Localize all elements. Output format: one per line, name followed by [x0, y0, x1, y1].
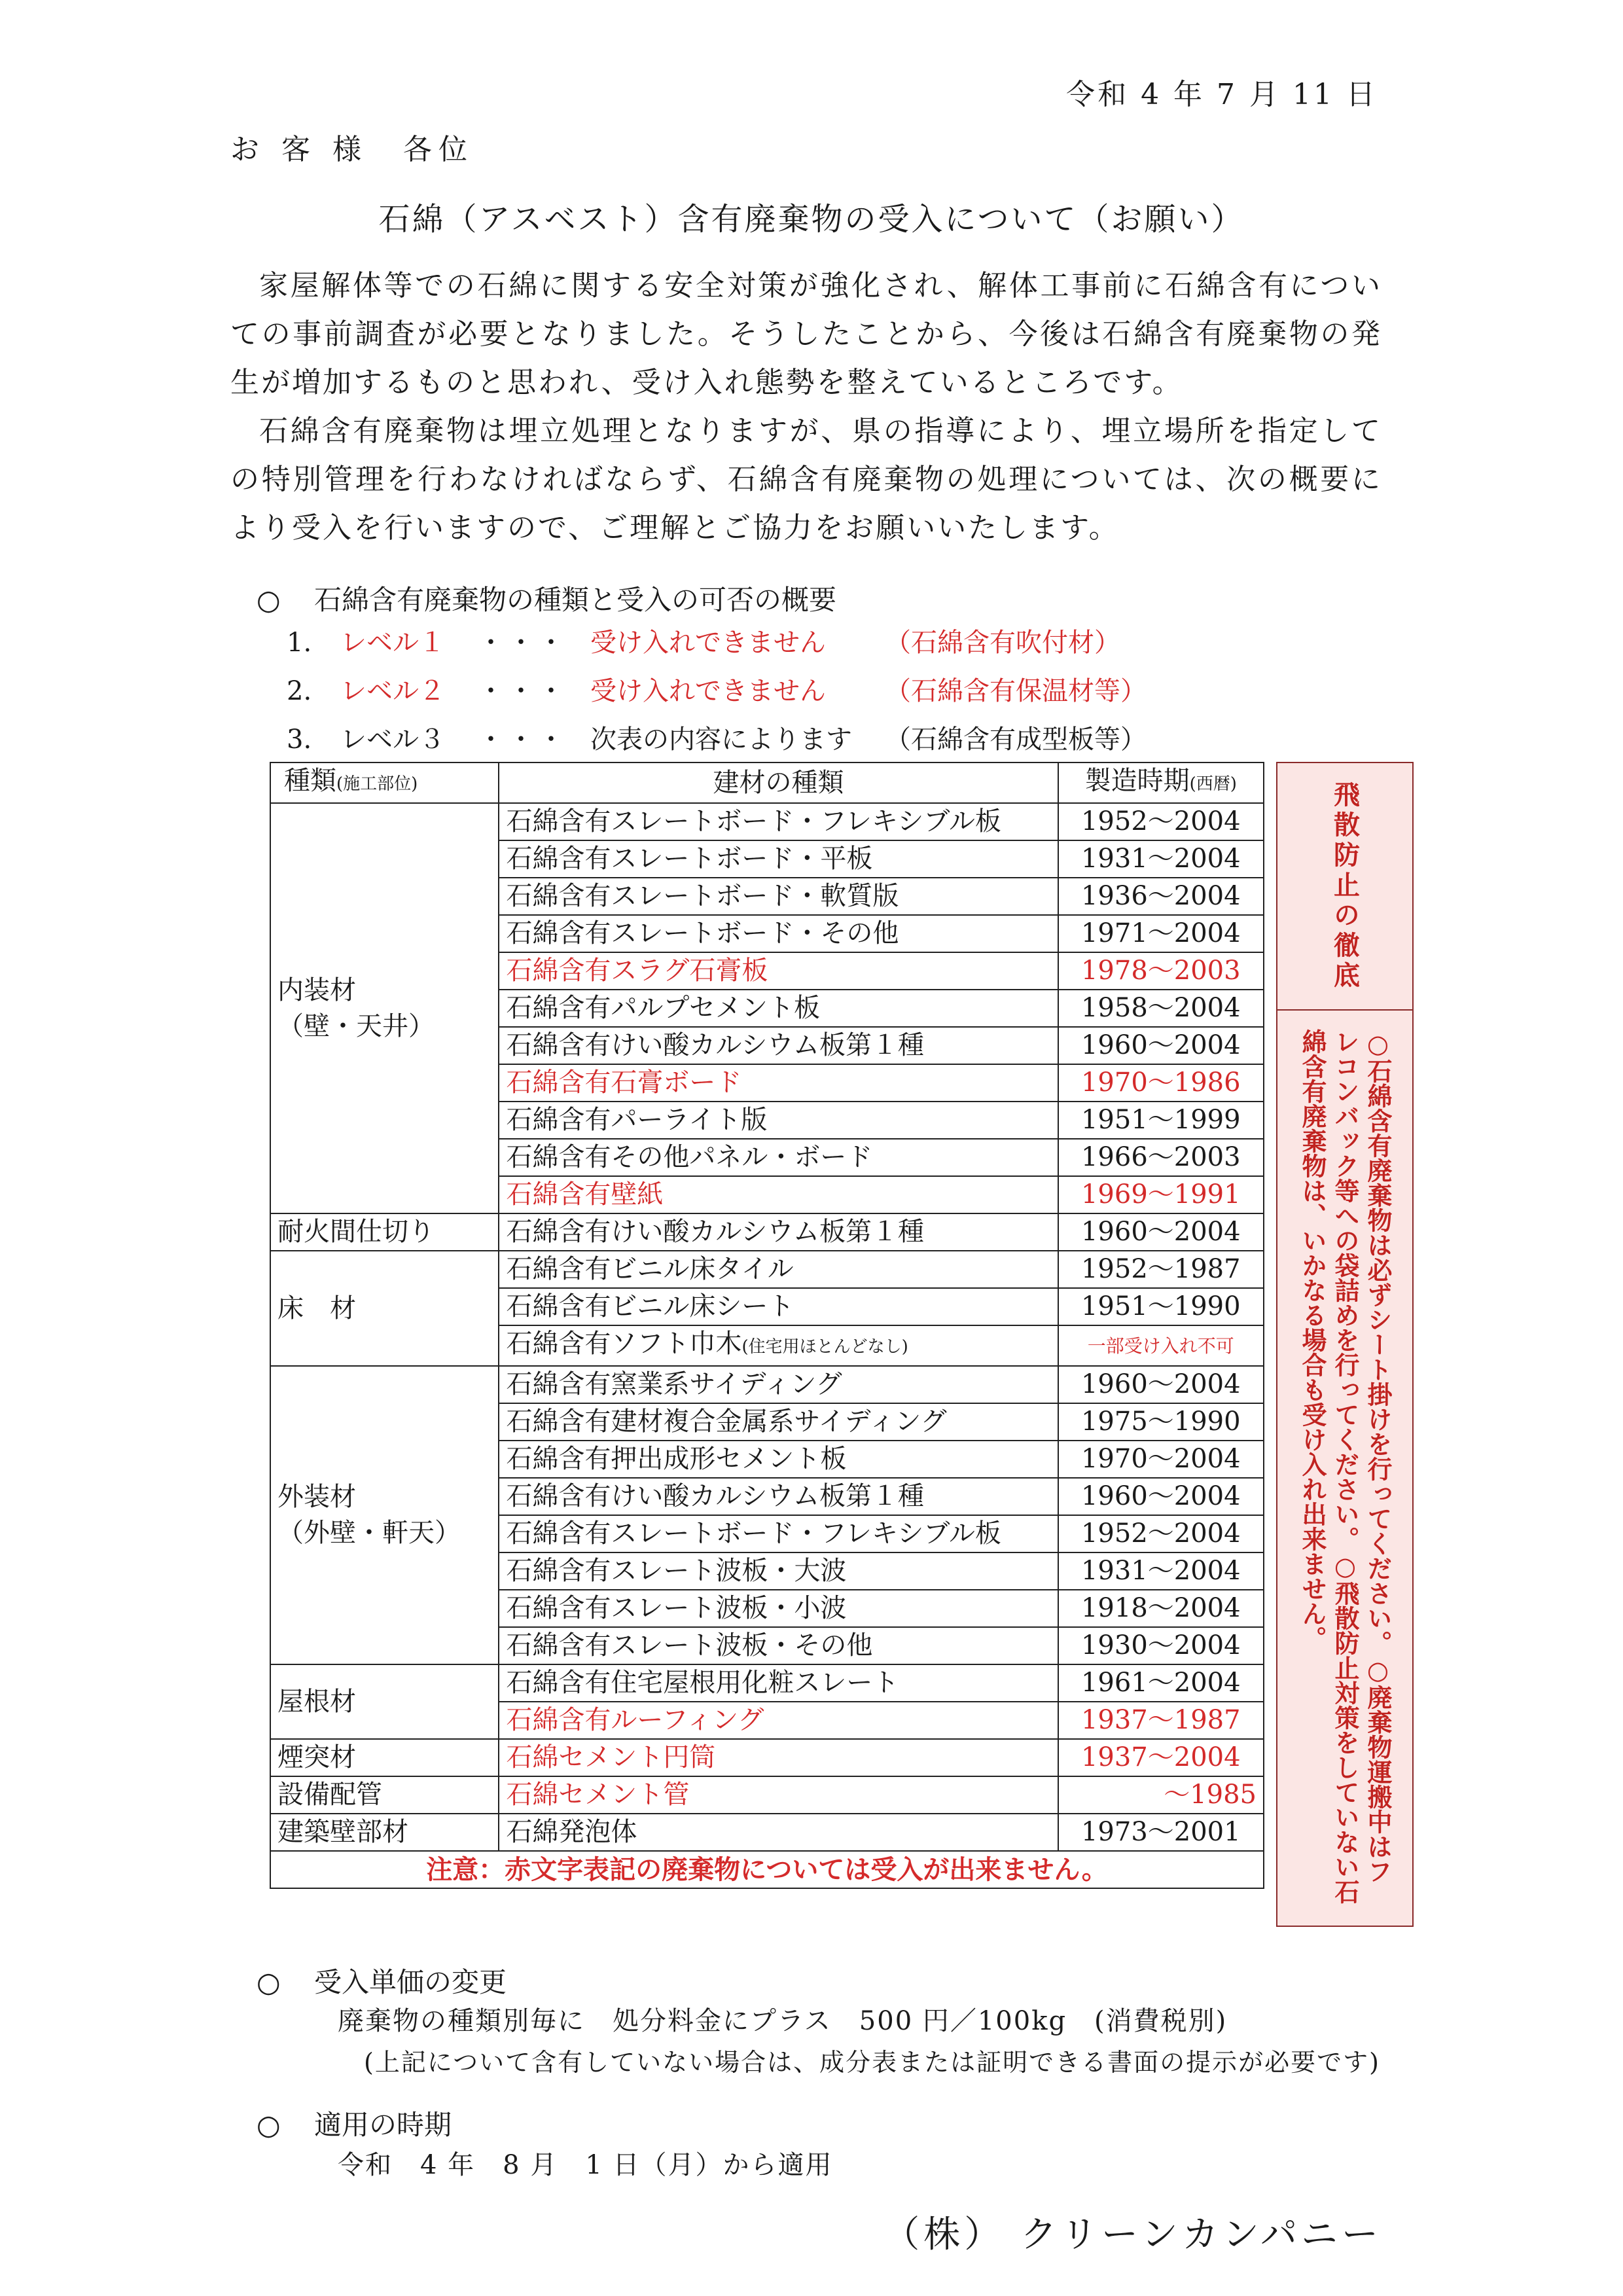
period-cell: 1952～1987: [1058, 1251, 1264, 1288]
period-cell: 1973～2001: [1058, 1814, 1264, 1851]
period-cell: 1931～2004: [1058, 1552, 1264, 1590]
material-cell: 石綿含有スレートボード・平板: [499, 840, 1058, 878]
circle-bullet-icon: ○: [257, 2109, 281, 2141]
level-status: 次表の内容によります: [590, 725, 852, 755]
material-cell: 石綿含有窯業系サイディング: [499, 1366, 1058, 1403]
table-footnote: 注意：赤文字表記の廃棄物については受入が出来ません。: [270, 1851, 1264, 1888]
level-status: 受け入れできません: [590, 676, 826, 706]
material-cell: 石綿含有パルプセメント板: [499, 990, 1058, 1027]
material-cell: 石綿含有ソフト巾木(住宅用ほとんどなし): [499, 1325, 1058, 1366]
section-heading-text: 受入単価の変更: [314, 1966, 507, 1998]
section-heading-period: [257, 2104, 452, 2143]
price-note: (上記について含有していない場合は、成分表または証明できる書面の提示が必要です): [364, 2048, 1380, 2077]
side-box-heading: 飛散防止の徹底: [1329, 781, 1361, 992]
material-cell: 石綿含有スラグ石膏板: [499, 952, 1058, 990]
material-cell: 石綿含有ビニル床シート: [499, 1288, 1058, 1325]
effective-date: 令和 4 年 8 月 1 日（月）から適用: [338, 2150, 833, 2180]
material-cell: 石綿含有スレートボード・フレキシブル板: [499, 1515, 1058, 1552]
period-cell: 1937～2004: [1058, 1739, 1264, 1776]
salutation: お 客 様 各位: [230, 133, 474, 166]
level-name: レベル３: [340, 725, 445, 755]
level-dots: ・・・: [478, 628, 568, 658]
level-dots: ・・・: [478, 676, 568, 706]
material-cell: 石綿含有スレートボード・その他: [499, 915, 1058, 952]
category-piping: 設備配管: [270, 1776, 499, 1814]
period-cell: 1960～2004: [1058, 1478, 1264, 1515]
material-cell: 石綿含有けい酸カルシウム板第１種: [499, 1027, 1058, 1064]
period-cell: 1970～1986: [1058, 1064, 1264, 1102]
period-cell: 1960～2004: [1058, 1366, 1264, 1403]
period-cell: 1975～1990: [1058, 1403, 1264, 1441]
period-cell: 一部受け入れ不可: [1058, 1325, 1264, 1366]
material-cell: 石綿含有スレート波板・大波: [499, 1552, 1058, 1590]
material-cell: 石綿セメント管: [499, 1776, 1058, 1814]
circle-bullet-icon: ○: [257, 1966, 281, 1998]
asbestos-materials-table: [270, 762, 1264, 1889]
table-row: [270, 1814, 1264, 1851]
level-note: （石綿含有保温材等）: [885, 676, 1147, 706]
category-exterior: 外装材 （外壁・軒天）: [270, 1366, 499, 1664]
header-material: 建材の種類: [499, 762, 1058, 803]
level-status: 受け入れできません: [590, 628, 826, 658]
material-cell: 石綿発泡体: [499, 1814, 1058, 1851]
category-fireproof: 耐火間仕切り: [270, 1213, 499, 1251]
table-header-row: [270, 762, 1264, 803]
level-number: 3.: [287, 725, 312, 755]
level-note: （石綿含有成型板等）: [885, 725, 1147, 755]
period-cell: 1971～2004: [1058, 915, 1264, 952]
level-dots: ・・・: [478, 725, 568, 755]
document-title: 石綿（アスベスト）含有廃棄物の受入について（お願い）: [378, 201, 1245, 238]
level-name: レベル２: [340, 676, 445, 706]
category-interior: 内装材 （壁・天井）: [270, 803, 499, 1213]
material-cell: 石綿含有ルーフィング: [499, 1702, 1058, 1739]
material-cell: 石綿含有住宅屋根用化粧スレート: [499, 1664, 1058, 1702]
material-cell: 石綿含有パーライト版: [499, 1102, 1058, 1139]
period-cell: 1952～2004: [1058, 1515, 1264, 1552]
side-box-rules: ○石綿含有廃棄物は必ずシート掛けを行ってください。○廃棄物運搬中はフレコンバック等への袋詰めを行ってください。○飛散防止対策をしていない石綿含有廃棄物は、いかなる場合も受け入れ出来ません。: [1298, 1029, 1393, 1904]
period-cell: ～1985: [1058, 1776, 1264, 1814]
intro-paragraph-1: 家屋解体等での石綿に関する安全対策が強化され、解体工事前に石綿含有についての事前調査が必要となりました。そうしたことから、今後は石綿含有廃棄物の発生が増加するものと思われ、受け入れ態勢を整えているところです。: [230, 269, 1382, 399]
material-cell: 石綿含有スレートボード・フレキシブル板: [499, 803, 1058, 840]
level-number: 2.: [287, 676, 312, 706]
price-line: 廃棄物の種類別毎に 処分料金にプラス 500 円／100kg (消費税別): [338, 2006, 1228, 2036]
company-name: （株） クリーンカンパニー: [883, 2214, 1382, 2256]
material-cell: 石綿含有けい酸カルシウム板第１種: [499, 1478, 1058, 1515]
header-period: 製造時期(西暦): [1058, 762, 1264, 803]
intro-paragraph-2: 石綿含有廃棄物は埋立処理となりますが、県の指導により、埋立場所を指定しての特別管理を行わなければならず、石綿含有廃棄物の処理については、次の概要により受入を行いますので、ご理解とご協力をお願いいたします。: [230, 414, 1382, 545]
table-row: [270, 1776, 1264, 1814]
dust-prevention-box: [1276, 762, 1414, 1927]
header-category: 種類(施工部位): [270, 762, 499, 803]
material-cell: 石綿含有けい酸カルシウム板第１種: [499, 1213, 1058, 1251]
material-cell: 石綿含有壁紙: [499, 1176, 1058, 1213]
material-cell: 石綿含有押出成形セメント板: [499, 1441, 1058, 1478]
category-wall: 建築壁部材: [270, 1814, 499, 1851]
material-cell: 石綿含有スレートボード・軟質版: [499, 878, 1058, 915]
period-cell: 1960～2004: [1058, 1027, 1264, 1064]
material-cell: 石綿含有石膏ボード: [499, 1064, 1058, 1102]
period-cell: 1951～1990: [1058, 1288, 1264, 1325]
period-cell: 1952～2004: [1058, 803, 1264, 840]
material-cell: 石綿セメント円筒: [499, 1739, 1058, 1776]
level-number: 1.: [287, 628, 312, 658]
level-item-2: [287, 670, 1147, 708]
level-item-3: [287, 719, 1147, 756]
material-cell: 石綿含有スレート波板・小波: [499, 1590, 1058, 1627]
period-cell: 1951～1999: [1058, 1102, 1264, 1139]
circle-bullet-icon: ○: [257, 584, 281, 616]
period-cell: 1958～2004: [1058, 990, 1264, 1027]
period-cell: 1937～1987: [1058, 1702, 1264, 1739]
table-row: [270, 1739, 1264, 1776]
period-cell: 1936～2004: [1058, 878, 1264, 915]
category-chimney: 煙突材: [270, 1739, 499, 1776]
material-cell: 石綿含有スレート波板・その他: [499, 1627, 1058, 1664]
period-cell: 1960～2004: [1058, 1213, 1264, 1251]
period-cell: 1978～2003: [1058, 952, 1264, 990]
period-cell: 1931～2004: [1058, 840, 1264, 878]
category-roof: 屋根材: [270, 1664, 499, 1739]
period-cell: 1930～2004: [1058, 1627, 1264, 1664]
period-cell: 1918～2004: [1058, 1590, 1264, 1627]
material-cell: 石綿含有ビニル床タイル: [499, 1251, 1058, 1288]
section-heading-text: 石綿含有廃棄物の種類と受入の可否の概要: [314, 584, 837, 616]
level-note: （石綿含有吹付材）: [885, 628, 1120, 658]
table-row: [270, 1366, 1264, 1403]
table-footnote-row: [270, 1851, 1264, 1888]
table-row: [270, 1213, 1264, 1251]
level-name: レベル１: [340, 628, 445, 658]
section-heading-price: [257, 1961, 507, 2000]
period-cell: 1961～2004: [1058, 1664, 1264, 1702]
material-cell: 石綿含有建材複合金属系サイディング: [499, 1403, 1058, 1441]
table-row: [270, 803, 1264, 840]
table-row: [270, 1664, 1264, 1702]
material-cell: 石綿含有その他パネル・ボード: [499, 1139, 1058, 1176]
period-cell: 1966～2003: [1058, 1139, 1264, 1176]
period-cell: 1969～1991: [1058, 1176, 1264, 1213]
category-floor: 床 材: [270, 1251, 499, 1366]
level-item-1: [287, 622, 1120, 659]
document-date: 令和 4 年 7 月 11 日: [1066, 78, 1378, 111]
section-heading-overview: [257, 579, 836, 618]
section-heading-text: 適用の時期: [314, 2109, 452, 2141]
period-cell: 1970～2004: [1058, 1441, 1264, 1478]
table-row: [270, 1251, 1264, 1288]
